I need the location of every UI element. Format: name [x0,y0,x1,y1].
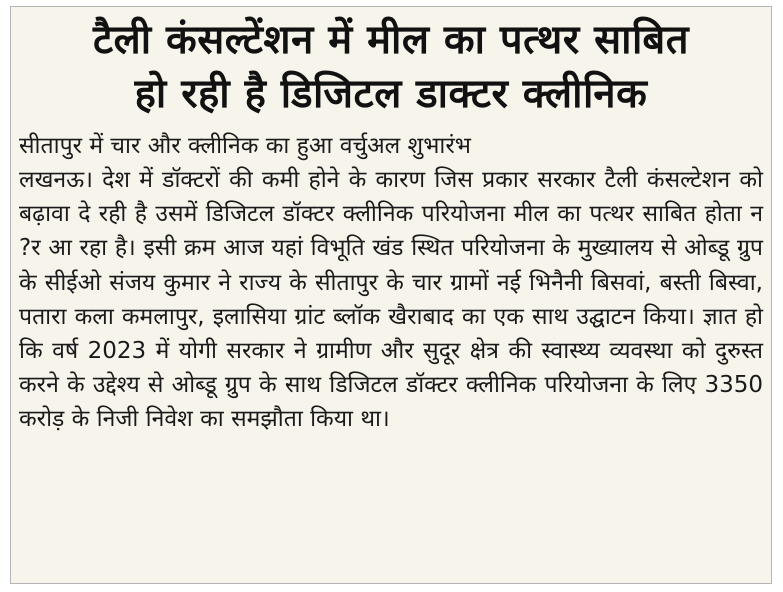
subheadline: सीतापुर में चार और क्लीनिक का हुआ वर्चुअल शुभारंभ [19,133,471,159]
headline [11,7,771,121]
headline-line-1: टैली कंसल्टेंशन में मील का पत्थर साबित [92,17,690,63]
newspaper-clipping [10,6,772,584]
article-body: लखनऊ। देश में डॉक्टरों की कमी होने के कारण जिस प्रकार सरकार टैली कंसल्टेशन को बढ़ावा दे रही है उसमें डिजिटल डॉक्टर क्लीनिक परियोजना मील का पत्थर साबित होता न ?र आ रहा है। इसी क्रम आज यहां विभूति खंड स्थित परियोजना के मुख्यालय से ओब्डू ग्रुप के सीईओ संजय कुमार ने राज्य के सीतापुर के चार ग्रामों नई भिनैनी बिसवां, बस्ती बिस्वा, पतारा कला कमलापुर, इलासिया ग्रांट ब्लॉक खैराबाद का एक साथ उद्घाटन किया। ज्ञात हो कि वर्ष 2023 में योगी सरकार ने ग्रामीण और सुदूर क्षेत्र की स्वास्थ्य व्यवस्था को दुरुस्त करने के उद्देश्य से ओब्डू ग्रुप के साथ डिजिटल डॉक्टर क्लीनिक परियोजना के लिए 3350 करोड़ के निजी निवेश का समझौता किया था। [19,167,763,433]
headline-line-2: हो रही है डिजिटल डाक्टर क्लीनिक [134,71,648,117]
